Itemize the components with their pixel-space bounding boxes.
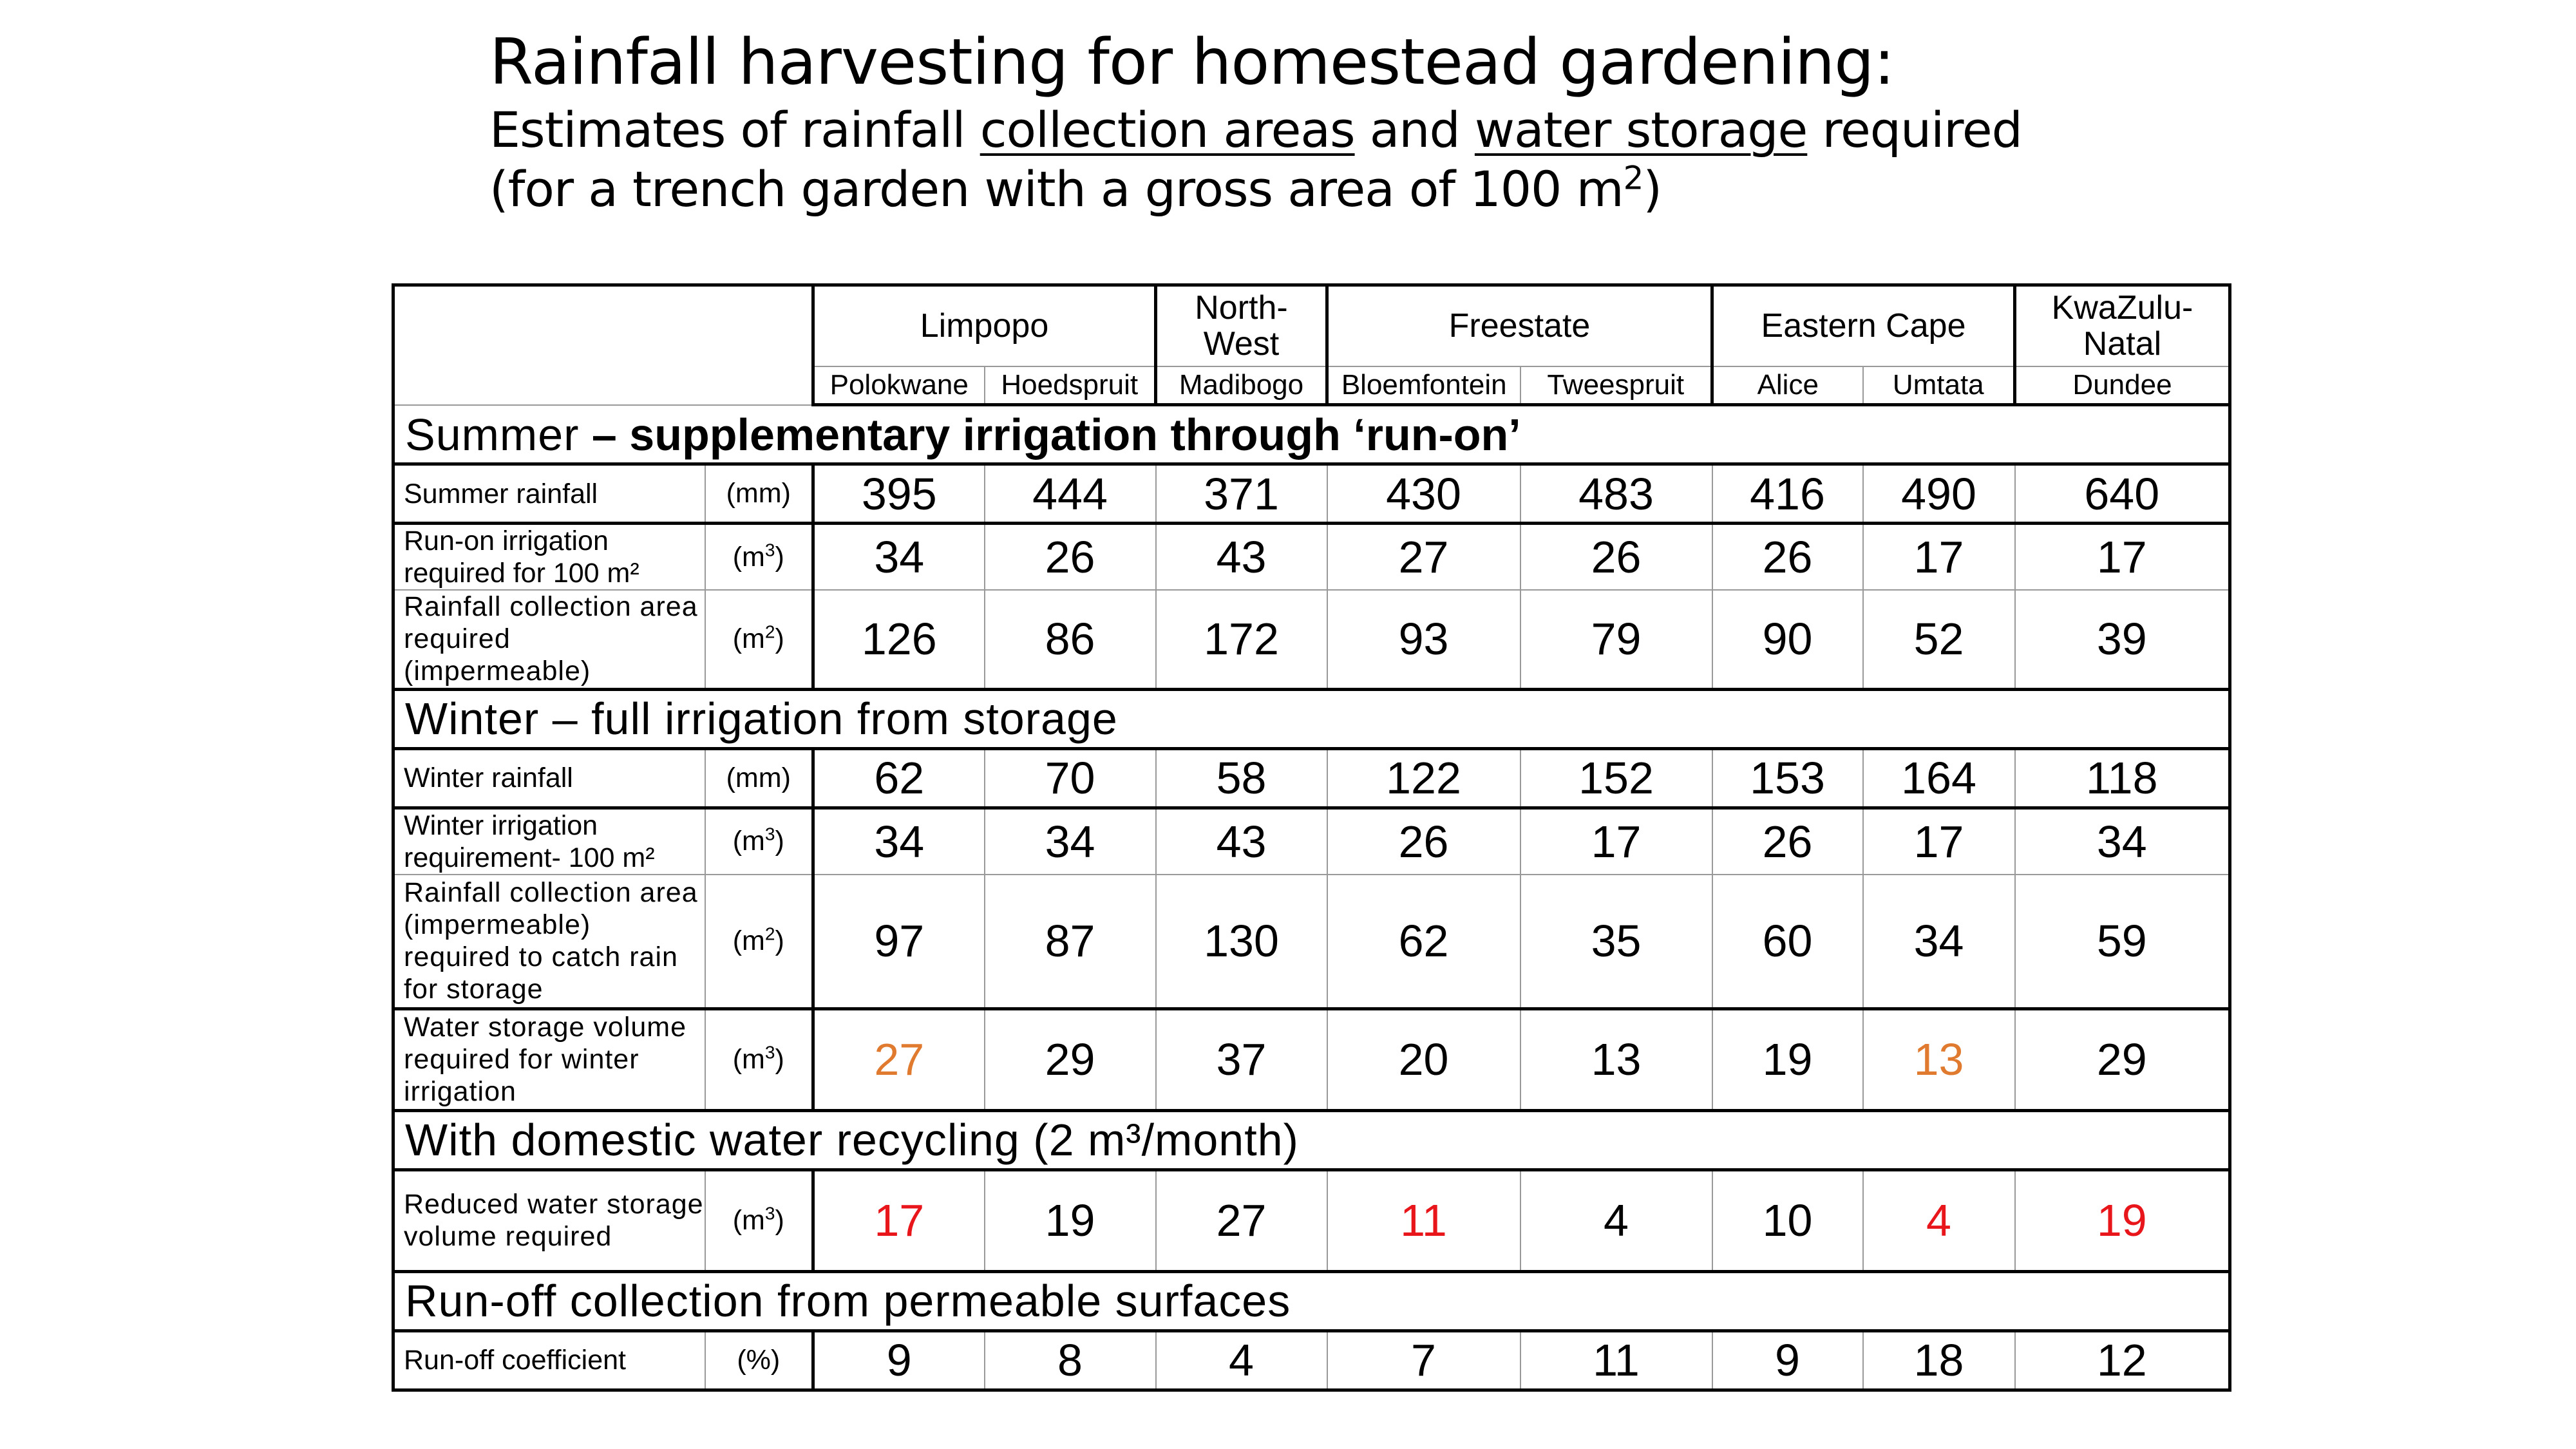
- station-header: Umtata: [1863, 366, 2015, 405]
- data-cell: 34: [1863, 875, 2015, 1009]
- data-cell: 4: [1520, 1170, 1712, 1271]
- data-cell-highlight: 11: [1327, 1170, 1520, 1271]
- data-cell: 29: [2015, 1009, 2230, 1110]
- section-recycling-row: [393, 1110, 2230, 1170]
- data-cell: 97: [813, 875, 985, 1009]
- row-unit: $(m^3)$: [705, 808, 813, 875]
- table-row: [393, 590, 2230, 689]
- data-cell: 172: [1156, 590, 1327, 689]
- data-cell: 118: [2015, 748, 2230, 808]
- row-label: Water storage volume required for winter irrigation: [393, 1009, 705, 1110]
- data-cell: 27: [1327, 524, 1520, 591]
- data-cell: 640: [2015, 464, 2230, 524]
- data-cell: 9: [1712, 1331, 1863, 1390]
- region-header-row: [393, 285, 2230, 366]
- data-cell: 52: [1863, 590, 2015, 689]
- table-row: [393, 748, 2230, 808]
- data-cell: 371: [1156, 464, 1327, 524]
- data-cell: 29: [985, 1009, 1156, 1110]
- data-cell: 18: [1863, 1331, 2015, 1390]
- row-unit: $(m^3)$: [705, 1170, 813, 1271]
- data-cell: 20: [1327, 1009, 1520, 1110]
- data-cell: 70: [985, 748, 1156, 808]
- data-cell-highlight: 17: [813, 1170, 985, 1271]
- data-cell: 17: [2015, 524, 2230, 591]
- data-cell: 164: [1863, 748, 2015, 808]
- data-cell: 37: [1156, 1009, 1327, 1110]
- title-block: [489, 24, 2022, 219]
- data-cell: 60: [1712, 875, 1863, 1009]
- data-cell: 39: [2015, 590, 2230, 689]
- table-row: [393, 1170, 2230, 1271]
- table-row: [393, 875, 2230, 1009]
- data-cell: 26: [1712, 808, 1863, 875]
- data-cell: 43: [1156, 808, 1327, 875]
- table-row: [393, 1331, 2230, 1390]
- row-unit: $(m^2)$: [705, 590, 813, 689]
- data-cell: 416: [1712, 464, 1863, 524]
- data-cell: 490: [1863, 464, 2015, 524]
- station-header: Alice: [1712, 366, 1863, 405]
- data-cell: 483: [1520, 464, 1712, 524]
- section-heading: Winter – full irrigation from storage: [393, 689, 2230, 748]
- row-label: Summer rainfall: [393, 464, 705, 524]
- data-cell: 130: [1156, 875, 1327, 1009]
- row-label: Rainfall collection area required (impermeable): [393, 590, 705, 689]
- data-cell: 7: [1327, 1331, 1520, 1390]
- data-cell: 153: [1712, 748, 1863, 808]
- data-cell: 26: [1712, 524, 1863, 591]
- data-cell: 58: [1156, 748, 1327, 808]
- data-cell-highlight: 19: [2015, 1170, 2230, 1271]
- data-cell: 12: [2015, 1331, 2230, 1390]
- table-row: [393, 1009, 2230, 1110]
- data-cell: 62: [1327, 875, 1520, 1009]
- row-label: Winter irrigation requirement- 100 m²: [393, 808, 705, 875]
- row-unit: $(m^2)$: [705, 875, 813, 1009]
- row-unit: $(m^3)$: [705, 1009, 813, 1110]
- region-header: Eastern Cape: [1712, 285, 2015, 366]
- data-cell: 34: [2015, 808, 2230, 875]
- section-heading: With domestic water recycling (2 m³/month): [393, 1110, 2230, 1170]
- data-cell: 9: [813, 1331, 985, 1390]
- data-cell: 34: [813, 808, 985, 875]
- data-cell: 35: [1520, 875, 1712, 1009]
- region-header: North-West: [1156, 285, 1327, 366]
- data-cell: 87: [985, 875, 1156, 1009]
- data-cell: 86: [985, 590, 1156, 689]
- section-winter-row: [393, 689, 2230, 748]
- collection-areas-text: collection areas: [980, 101, 1355, 158]
- page-subtitle: Estimates of rainfall collection areas and water storage required: [489, 101, 2022, 158]
- station-header: Madibogo: [1156, 366, 1327, 405]
- data-cell: 126: [813, 590, 985, 689]
- row-label: Winter rainfall: [393, 748, 705, 808]
- section-heading: Run-off collection from permeable surfaces: [393, 1271, 2230, 1331]
- data-cell: 26: [1520, 524, 1712, 591]
- section-runoff-row: [393, 1271, 2230, 1331]
- data-cell: 19: [985, 1170, 1156, 1271]
- row-unit: (mm): [705, 748, 813, 808]
- data-cell: 152: [1520, 748, 1712, 808]
- data-cell: 13: [1520, 1009, 1712, 1110]
- table-row: [393, 524, 2230, 591]
- data-cell: 11: [1520, 1331, 1712, 1390]
- page-title: Rainfall harvesting for homestead gardening:: [489, 26, 1895, 99]
- data-cell: 19: [1712, 1009, 1863, 1110]
- data-cell: 62: [813, 748, 985, 808]
- table-row: [393, 464, 2230, 524]
- data-cell-highlight: 13: [1863, 1009, 2015, 1110]
- water-storage-text: water storage: [1474, 101, 1808, 158]
- station-header: Tweespruit: [1520, 366, 1712, 405]
- section-summer-row: [393, 405, 2230, 464]
- data-cell: 4: [1156, 1331, 1327, 1390]
- row-label: Reduced water storage volume required: [393, 1170, 705, 1271]
- region-header: Freestate: [1327, 285, 1712, 366]
- section-heading: Summer – supplementary irrigation through ‘run-on’: [393, 405, 2230, 464]
- row-unit: $(m^3)$: [705, 524, 813, 591]
- data-cell: 93: [1327, 590, 1520, 689]
- header-blank-cell: [393, 285, 813, 405]
- data-cell: 34: [985, 808, 1156, 875]
- data-cell: 90: [1712, 590, 1863, 689]
- data-cell-highlight: 4: [1863, 1170, 2015, 1271]
- row-unit: (%): [705, 1331, 813, 1390]
- data-cell: 8: [985, 1331, 1156, 1390]
- data-cell: 34: [813, 524, 985, 591]
- data-cell: 26: [985, 524, 1156, 591]
- data-cell: 395: [813, 464, 985, 524]
- row-label: Rainfall collection area (impermeable) required to catch rain for storage: [393, 875, 705, 1009]
- data-cell: 17: [1520, 808, 1712, 875]
- data-cell: 122: [1327, 748, 1520, 808]
- station-header: Dundee: [2015, 366, 2230, 405]
- table-row: [393, 808, 2230, 875]
- data-cell: 430: [1327, 464, 1520, 524]
- station-header: Bloemfontein: [1327, 366, 1520, 405]
- data-cell: 17: [1863, 808, 2015, 875]
- data-cell: 17: [1863, 524, 2015, 591]
- data-cell: 43: [1156, 524, 1327, 591]
- row-label: Run-off coefficient: [393, 1331, 705, 1390]
- rainfall-table: [392, 283, 2231, 1392]
- data-cell: 79: [1520, 590, 1712, 689]
- station-header: Polokwane: [813, 366, 985, 405]
- row-label: Run-on irrigation required for 100 m²: [393, 524, 705, 591]
- station-header: Hoedspruit: [985, 366, 1156, 405]
- data-cell: 26: [1327, 808, 1520, 875]
- region-header: KwaZulu-Natal: [2015, 285, 2230, 366]
- data-cell: 27: [1156, 1170, 1327, 1271]
- page-subtitle-2: (for a trench garden with a gross area of 100 $m^2$): [489, 159, 1662, 218]
- data-cell: 444: [985, 464, 1156, 524]
- data-cell: 59: [2015, 875, 2230, 1009]
- row-unit: (mm): [705, 464, 813, 524]
- data-cell: 10: [1712, 1170, 1863, 1271]
- data-cell-highlight: 27: [813, 1009, 985, 1110]
- region-header: Limpopo: [813, 285, 1156, 366]
